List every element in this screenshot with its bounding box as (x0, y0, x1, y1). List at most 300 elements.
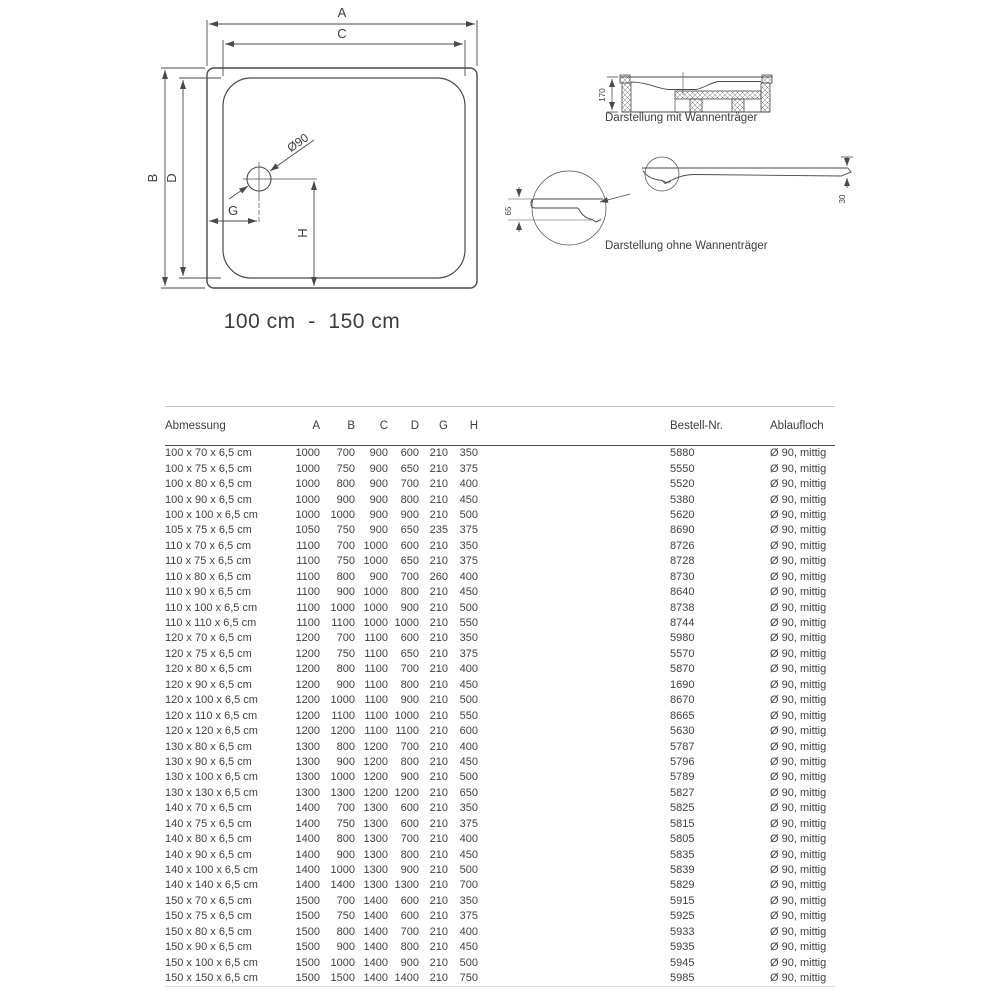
cell-c: 1200 (363, 771, 388, 784)
cell-g: 210 (429, 709, 448, 722)
cell-h: 500 (459, 864, 478, 877)
cell-spacer (478, 739, 670, 754)
cell-bestell-nr: 5839 (670, 864, 695, 877)
cell-a: 1500 (295, 925, 320, 938)
cell-abmessung: 110 x 100 x 6,5 cm (165, 601, 258, 614)
carrier-height-label: 170 (598, 88, 607, 102)
cell-a: 1200 (295, 709, 320, 722)
table-row (165, 940, 835, 955)
cell-d: 800 (400, 493, 419, 506)
cell-d: 1000 (394, 709, 419, 722)
cell-g: 210 (429, 910, 448, 923)
cell-d: 600 (400, 894, 419, 907)
cell-abmessung: 120 x 90 x 6,5 cm (165, 678, 252, 691)
cell-d: 650 (400, 524, 419, 537)
cell-abmessung: 120 x 100 x 6,5 cm (165, 694, 258, 707)
cell-b: 900 (336, 848, 355, 861)
cell-g: 210 (429, 678, 448, 691)
cell-ablaufloch: Ø 90, mittig (770, 601, 827, 614)
cell-c: 1200 (363, 755, 388, 768)
cell-g: 210 (429, 956, 448, 969)
cell-h: 700 (459, 879, 478, 892)
table-row (165, 724, 835, 739)
cell-ablaufloch: Ø 90, mittig (770, 894, 827, 907)
table-row (165, 832, 835, 847)
cell-a: 1500 (295, 972, 320, 985)
cell-ablaufloch: Ø 90, mittig (770, 678, 827, 691)
cell-b: 700 (336, 894, 355, 907)
cell-bestell-nr: 5570 (670, 647, 695, 660)
cell-bestell-nr: 8744 (670, 617, 695, 630)
table-header-row (165, 407, 835, 446)
table-row (165, 909, 835, 924)
cell-spacer (478, 539, 670, 554)
cell-d: 700 (400, 570, 419, 583)
cell-a: 1100 (296, 570, 320, 583)
cell-b: 1000 (330, 864, 355, 877)
cell-a: 1100 (296, 555, 320, 568)
cell-g: 210 (429, 864, 448, 877)
cell-h: 375 (459, 555, 478, 568)
cell-d: 600 (400, 910, 419, 923)
cell-b: 1400 (330, 879, 355, 892)
cell-c: 900 (369, 508, 388, 521)
cell-d: 900 (400, 601, 419, 614)
cell-g: 210 (429, 539, 448, 552)
cell-abmessung: 130 x 130 x 6,5 cm (165, 786, 258, 799)
cell-b: 1100 (331, 617, 355, 630)
cell-spacer (478, 832, 670, 847)
table-row (165, 971, 835, 987)
cell-a: 1000 (295, 478, 320, 491)
cell-ablaufloch: Ø 90, mittig (770, 941, 827, 954)
cell-d: 800 (400, 848, 419, 861)
cell-g: 210 (429, 833, 448, 846)
cell-abmessung: 120 x 75 x 6,5 cm (165, 647, 252, 660)
cell-b: 750 (336, 462, 355, 475)
cell-b: 800 (336, 833, 355, 846)
cell-bestell-nr: 5985 (670, 972, 695, 985)
drain-diameter-annotation (229, 130, 314, 199)
cell-spacer (478, 523, 670, 538)
cell-h: 500 (459, 601, 478, 614)
cell-spacer (478, 724, 670, 739)
cell-g: 210 (429, 617, 448, 630)
cell-g: 210 (429, 817, 448, 830)
cell-a: 1100 (296, 601, 320, 614)
cell-c: 1000 (363, 555, 388, 568)
cell-h: 350 (459, 447, 478, 460)
cell-c: 1400 (363, 941, 388, 954)
cell-c: 900 (369, 524, 388, 537)
cell-c: 1300 (363, 848, 388, 861)
cell-c: 1300 (363, 833, 388, 846)
table-row (165, 708, 835, 723)
cell-bestell-nr: 8738 (670, 601, 695, 614)
cell-h: 450 (459, 755, 478, 768)
cell-spacer (478, 863, 670, 878)
cell-a: 1000 (295, 493, 320, 506)
cell-g: 210 (429, 725, 448, 738)
cell-a: 1100 (296, 617, 320, 630)
table-row (165, 739, 835, 754)
dimension-g (209, 203, 257, 221)
cell-spacer (478, 678, 670, 693)
cell-a: 1500 (295, 941, 320, 954)
cell-b: 700 (336, 539, 355, 552)
cell-spacer (478, 909, 670, 924)
cell-g: 210 (429, 601, 448, 614)
cell-b: 900 (336, 678, 355, 691)
cell-h: 375 (459, 524, 478, 537)
cell-a: 1200 (295, 678, 320, 691)
table-row (165, 446, 835, 462)
cell-g: 210 (429, 771, 448, 784)
cell-bestell-nr: 5935 (670, 941, 695, 954)
cell-c: 900 (369, 478, 388, 491)
cell-b: 1100 (331, 709, 355, 722)
cell-b: 1000 (330, 771, 355, 784)
cell-c: 1400 (363, 972, 388, 985)
cell-spacer (478, 461, 670, 476)
cell-ablaufloch: Ø 90, mittig (770, 771, 827, 784)
cell-spacer (478, 847, 670, 862)
cell-bestell-nr: 5933 (670, 925, 695, 938)
cell-a: 1300 (295, 755, 320, 768)
table-row (165, 878, 835, 893)
cell-c: 1300 (363, 802, 388, 815)
cell-g: 210 (429, 663, 448, 676)
cell-h: 400 (459, 478, 478, 491)
dimensions-table (165, 406, 835, 987)
cell-spacer (478, 570, 670, 585)
cell-h: 650 (459, 786, 478, 799)
cell-h: 450 (459, 941, 478, 954)
cell-a: 1400 (295, 802, 320, 815)
cell-d: 700 (400, 478, 419, 491)
cell-ablaufloch: Ø 90, mittig (770, 447, 827, 460)
cell-abmessung: 100 x 100 x 6,5 cm (165, 508, 258, 521)
cell-h: 400 (459, 663, 478, 676)
cell-abmessung: 140 x 140 x 6,5 cm (165, 879, 258, 892)
cell-d: 650 (400, 647, 419, 660)
cell-h: 375 (459, 817, 478, 830)
cell-spacer (478, 600, 670, 615)
cell-c: 1000 (363, 617, 388, 630)
cell-d: 650 (400, 555, 419, 568)
cell-h: 375 (459, 910, 478, 923)
cell-ablaufloch: Ø 90, mittig (770, 617, 827, 630)
dimension-h (295, 181, 314, 286)
cell-abmessung: 120 x 120 x 6,5 cm (165, 725, 258, 738)
cell-h: 500 (459, 508, 478, 521)
shower-tray-top-view-drawing (140, 0, 540, 345)
cell-c: 1300 (363, 817, 388, 830)
cell-spacer (478, 508, 670, 523)
cell-d: 1400 (394, 972, 419, 985)
cell-a: 1000 (295, 508, 320, 521)
table-row (165, 755, 835, 770)
cell-ablaufloch: Ø 90, mittig (770, 910, 827, 923)
cell-h: 500 (459, 771, 478, 784)
cell-c: 1100 (364, 709, 388, 722)
header-spacer (478, 407, 670, 446)
section-without-carrier (508, 157, 851, 245)
cell-g: 210 (429, 694, 448, 707)
cell-d: 700 (400, 833, 419, 846)
cell-ablaufloch: Ø 90, mittig (770, 786, 827, 799)
cell-spacer (478, 755, 670, 770)
detail-lip-dimension (504, 187, 519, 232)
cell-g: 210 (429, 632, 448, 645)
cell-d: 600 (400, 632, 419, 645)
cell-g: 210 (429, 879, 448, 892)
cell-d: 900 (400, 864, 419, 877)
cell-abmessung: 100 x 80 x 6,5 cm (165, 478, 252, 491)
cell-abmessung: 100 x 90 x 6,5 cm (165, 493, 252, 506)
cell-a: 1300 (295, 740, 320, 753)
dimension-d (164, 78, 221, 278)
cell-spacer (478, 878, 670, 893)
cell-h: 350 (459, 802, 478, 815)
cell-abmessung: 150 x 80 x 6,5 cm (165, 925, 252, 938)
cell-abmessung: 140 x 70 x 6,5 cm (165, 802, 252, 815)
cell-h: 450 (459, 678, 478, 691)
cell-b: 700 (336, 632, 355, 645)
cell-c: 1300 (363, 864, 388, 877)
cell-g: 210 (429, 740, 448, 753)
cell-d: 700 (400, 663, 419, 676)
cell-c: 1100 (364, 663, 388, 676)
cell-spacer (478, 817, 670, 832)
cell-g: 210 (429, 802, 448, 815)
cell-h: 375 (459, 647, 478, 660)
cell-c: 1400 (363, 956, 388, 969)
cell-bestell-nr: 5870 (670, 663, 695, 676)
cell-ablaufloch: Ø 90, mittig (770, 925, 827, 938)
with-carrier-caption: Darstellung mit Wannenträger (605, 112, 758, 124)
cell-c: 900 (369, 493, 388, 506)
cell-d: 900 (400, 771, 419, 784)
carrier-height-dimension (598, 77, 618, 112)
section-with-carrier (620, 72, 772, 112)
cell-bestell-nr: 5815 (670, 817, 695, 830)
cell-ablaufloch: Ø 90, mittig (770, 709, 827, 722)
cell-ablaufloch: Ø 90, mittig (770, 817, 827, 830)
cell-ablaufloch: Ø 90, mittig (770, 848, 827, 861)
table-row (165, 647, 835, 662)
cell-b: 1300 (330, 786, 355, 799)
cell-spacer (478, 585, 670, 600)
cell-abmessung: 150 x 70 x 6,5 cm (165, 894, 252, 907)
cell-d: 1000 (394, 617, 419, 630)
table-row (165, 863, 835, 878)
cell-d: 800 (400, 586, 419, 599)
cell-d: 1100 (395, 725, 419, 738)
header-c: C (355, 407, 388, 446)
cell-bestell-nr: 5980 (670, 632, 695, 645)
cell-d: 1300 (394, 879, 419, 892)
cell-a: 1400 (295, 833, 320, 846)
cell-abmessung: 140 x 90 x 6,5 cm (165, 848, 252, 861)
cell-h: 375 (459, 462, 478, 475)
cell-g: 210 (429, 447, 448, 460)
cell-h: 500 (459, 694, 478, 707)
cell-ablaufloch: Ø 90, mittig (770, 555, 827, 568)
cell-b: 900 (336, 493, 355, 506)
cell-ablaufloch: Ø 90, mittig (770, 755, 827, 768)
cell-abmessung: 110 x 70 x 6,5 cm (165, 539, 252, 552)
cell-b: 800 (336, 570, 355, 583)
cell-bestell-nr: 5829 (670, 879, 695, 892)
cell-b: 900 (336, 941, 355, 954)
cell-spacer (478, 801, 670, 816)
cell-spacer (478, 894, 670, 909)
cell-a: 1300 (295, 771, 320, 784)
cell-abmessung: 140 x 80 x 6,5 cm (165, 833, 252, 846)
header-d: D (388, 407, 419, 446)
cell-bestell-nr: 5915 (670, 894, 695, 907)
cell-bestell-nr: 5789 (670, 771, 695, 784)
cell-d: 800 (400, 755, 419, 768)
cell-b: 1000 (330, 694, 355, 707)
cell-abmessung: 150 x 90 x 6,5 cm (165, 941, 252, 954)
table-row (165, 461, 835, 476)
cell-abmessung: 100 x 75 x 6,5 cm (165, 462, 252, 475)
table-row (165, 539, 835, 554)
cell-h: 600 (459, 725, 478, 738)
cell-spacer (478, 616, 670, 631)
cell-bestell-nr: 5825 (670, 802, 695, 815)
cell-d: 900 (400, 956, 419, 969)
cell-ablaufloch: Ø 90, mittig (770, 972, 827, 985)
cell-spacer (478, 940, 670, 955)
cell-spacer (478, 925, 670, 940)
cell-b: 1000 (330, 601, 355, 614)
cell-c: 1100 (364, 632, 388, 645)
cell-a: 1000 (295, 447, 320, 460)
cell-c: 900 (369, 447, 388, 460)
cell-bestell-nr: 5380 (670, 493, 695, 506)
cell-bestell-nr: 8728 (670, 555, 695, 568)
cell-ablaufloch: Ø 90, mittig (770, 833, 827, 846)
cell-b: 800 (336, 478, 355, 491)
cell-c: 900 (369, 462, 388, 475)
cell-bestell-nr: 8726 (670, 539, 695, 552)
cell-h: 400 (459, 570, 478, 583)
dim-d-label: D (164, 173, 179, 183)
cell-ablaufloch: Ø 90, mittig (770, 663, 827, 676)
edge-height-label: 30 (838, 194, 847, 204)
cell-spacer (478, 786, 670, 801)
cell-bestell-nr: 5835 (670, 848, 695, 861)
table-row (165, 616, 835, 631)
cell-ablaufloch: Ø 90, mittig (770, 632, 827, 645)
cell-a: 1400 (295, 848, 320, 861)
cell-spacer (478, 662, 670, 677)
table-row (165, 508, 835, 523)
cell-ablaufloch: Ø 90, mittig (770, 478, 827, 491)
side-view-drawings (500, 55, 870, 260)
cell-h: 550 (459, 617, 478, 630)
cell-h: 450 (459, 586, 478, 599)
cell-b: 1500 (330, 972, 355, 985)
cell-h: 350 (459, 632, 478, 645)
table-row (165, 693, 835, 708)
header-abmessung: Abmessung (165, 407, 277, 446)
cell-abmessung: 150 x 150 x 6,5 cm (165, 972, 258, 985)
table-row (165, 955, 835, 970)
cell-b: 750 (336, 910, 355, 923)
cell-abmessung: 130 x 90 x 6,5 cm (165, 755, 252, 768)
cell-d: 900 (400, 508, 419, 521)
cell-g: 210 (429, 462, 448, 475)
cell-c: 1000 (363, 601, 388, 614)
cell-g: 210 (429, 972, 448, 985)
table-row (165, 786, 835, 801)
cell-a: 1200 (295, 647, 320, 660)
cell-c: 1100 (364, 647, 388, 660)
table-row (165, 554, 835, 569)
edge-height-dimension (838, 157, 853, 203)
cell-h: 400 (459, 925, 478, 938)
cell-g: 235 (429, 524, 448, 537)
cell-c: 1100 (364, 678, 388, 691)
cell-abmessung: 110 x 90 x 6,5 cm (165, 586, 252, 599)
cell-bestell-nr: 8640 (670, 586, 695, 599)
cell-bestell-nr: 5630 (670, 725, 695, 738)
table-row (165, 678, 835, 693)
cell-d: 600 (400, 817, 419, 830)
without-carrier-caption: Darstellung ohne Wannenträger (605, 240, 768, 252)
cell-ablaufloch: Ø 90, mittig (770, 539, 827, 552)
cell-abmessung: 120 x 110 x 6,5 cm (165, 709, 258, 722)
cell-ablaufloch: Ø 90, mittig (770, 740, 827, 753)
cell-abmessung: 120 x 80 x 6,5 cm (165, 663, 252, 676)
header-g: G (419, 407, 448, 446)
cell-b: 750 (336, 524, 355, 537)
cell-g: 260 (429, 570, 448, 583)
cell-abmessung: 100 x 70 x 6,5 cm (165, 447, 252, 460)
cell-a: 1000 (295, 462, 320, 475)
cell-abmessung: 120 x 70 x 6,5 cm (165, 632, 252, 645)
cell-d: 600 (400, 447, 419, 460)
cell-ablaufloch: Ø 90, mittig (770, 879, 827, 892)
cell-b: 900 (336, 586, 355, 599)
cell-b: 1200 (330, 725, 355, 738)
cell-ablaufloch: Ø 90, mittig (770, 725, 827, 738)
cell-a: 1200 (295, 725, 320, 738)
cell-bestell-nr: 8670 (670, 694, 695, 707)
cell-g: 210 (429, 786, 448, 799)
cell-a: 1400 (295, 879, 320, 892)
cell-bestell-nr: 5827 (670, 786, 695, 799)
drain-symbol (243, 162, 317, 224)
table-row (165, 523, 835, 538)
detail-lip-label: 65 (504, 206, 513, 216)
cell-spacer (478, 971, 670, 987)
cell-b: 1000 (330, 508, 355, 521)
table-row (165, 585, 835, 600)
cell-a: 1100 (296, 539, 320, 552)
cell-a: 1200 (295, 663, 320, 676)
cell-c: 1000 (363, 539, 388, 552)
cell-bestell-nr: 5550 (670, 462, 695, 475)
cell-bestell-nr: 5880 (670, 447, 695, 460)
cell-b: 900 (336, 755, 355, 768)
drain-diameter-label: Ø90 (284, 130, 312, 155)
cell-bestell-nr: 5945 (670, 956, 695, 969)
